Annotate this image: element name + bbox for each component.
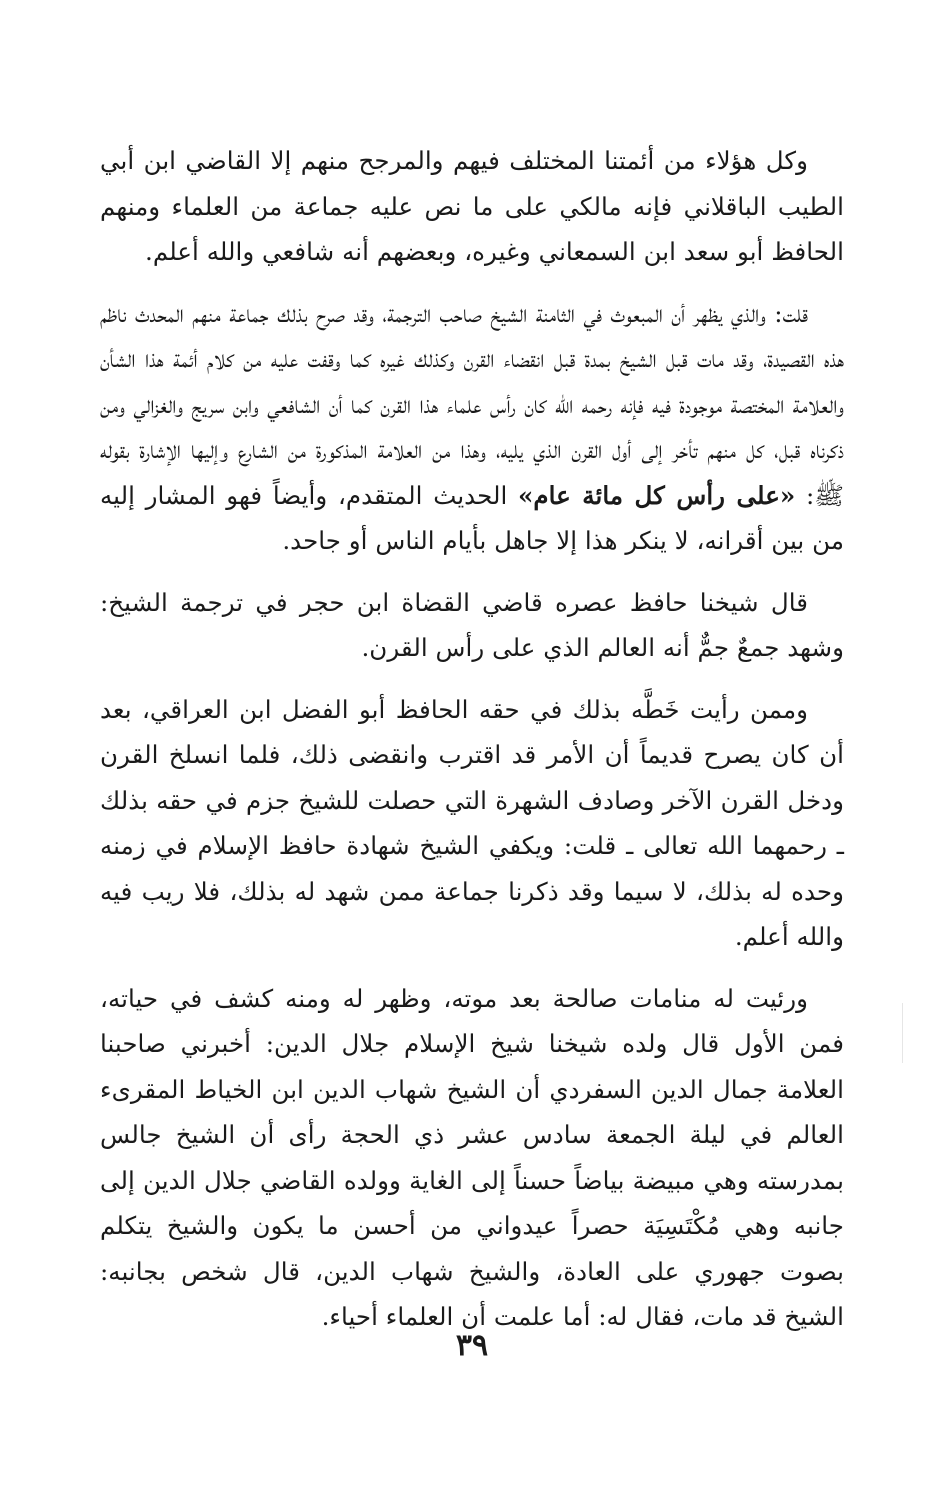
paragraph-2-text-before: قلت: والذي يظهر أن المبعوث في الثامنة الشيخ صاحب الترجمة، وقد صرح بذلك جماعة منهم المحدث ناظم هذه القصيدة، وقد مات قبل الشيخ بمدة قبل انقضاء القرن وكذلك غيره كما وقفت عليه من كلام أئمة هذا الشأن والعلامة المختصة موجودة فيه فإنه رحمه الله كان رأس علماء هذا القرن كما أن الشافعي وابن سريج والغزالي ومن ذكرناه قبل، كل منهم تأخر إلى أول القرن الذي يليه، وهذا من العلامة المذكورة من الشارع وإليها الإشارة بقوله ﷺ:: [100, 298, 844, 510]
paragraph-3: قال شيخنا حافظ عصره قاضي القضاة ابن حجر في ترجمة الشيخ: وشهد جمعٌ جمٌّ أنه العالم الذي على رأس القرن.: [100, 587, 844, 662]
page-number: ٣٩: [455, 1328, 489, 1363]
hadith-quote: «على رأس كل مائة عام»: [518, 480, 796, 510]
paragraph-4: وممن رأيت خَطَّه بذلك في حقه الحافظ أبو الفضل ابن العراقي، بعد أن كان يصرح قديماً أن الأمر قد اقترب وانقضى ذلك، فلما انسلخ القرن ودخل القرن الآخر وصادف الشهرة التي حصلت للشيخ جزم في حقه بذلك ـ رحمهما الله تعالى ـ قلت: ويكفي الشيخ شهادة حافظ الإسلام في زمنه وحده له بذلك، لا سيما وقد ذكرنا جماعة ممن شهد له بذلك، فلا ريب فيه والله أعلم.: [100, 694, 844, 951]
paragraph-2: [100, 291, 844, 564]
margin-mark: [902, 1003, 903, 1063]
paragraph-5: ورئيت له منامات صالحة بعد موته، وظهر له ومنه كشف في حياته، فمن الأول قال ولده شيخنا شيخ الإسلام جلال الدين: أخبرني صاحبنا العلامة جمال الدين السفردي أن الشيخ شهاب الدين ابن الخياط المقرىء العالم في ليلة الجمعة سادس عشر ذي الحجة رأى أن الشيخ جالس بمدرسته وهي مبيضة بياضاً حسناً إلى الغاية وولده القاضي جلال الدين إلى جانبه وهي مُكْتَسِيَة حصراً عيدواني من أحسن ما يكون والشيخ يتكلم بصوت جهوري على العادة، والشيخ شهاب الدين، قال شخص بجانبه: الشيخ قد مات، فقال له: أما علمت أن العلماء أحياء.: [100, 983, 844, 1331]
body-text: [100, 138, 844, 1356]
paragraph-1: وكل هؤلاء من أئمتنا المختلف فيهم والمرجح منهم إلا القاضي ابن أبي الطيب الباقلاني فإنه مالكي على ما نص عليه جماعة من العلماء ومنهم الحافظ أبو سعد ابن السمعاني وغيره، وبعضهم أنه شافعي والله أعلم.: [100, 146, 844, 266]
paragraph-2-text-after: الحديث المتقدم، وأيضاً فهو المشار إليه من بين أقرانه، لا ينكر هذا إلا جاهل بأيام الناس أو جاحد.: [100, 480, 844, 555]
